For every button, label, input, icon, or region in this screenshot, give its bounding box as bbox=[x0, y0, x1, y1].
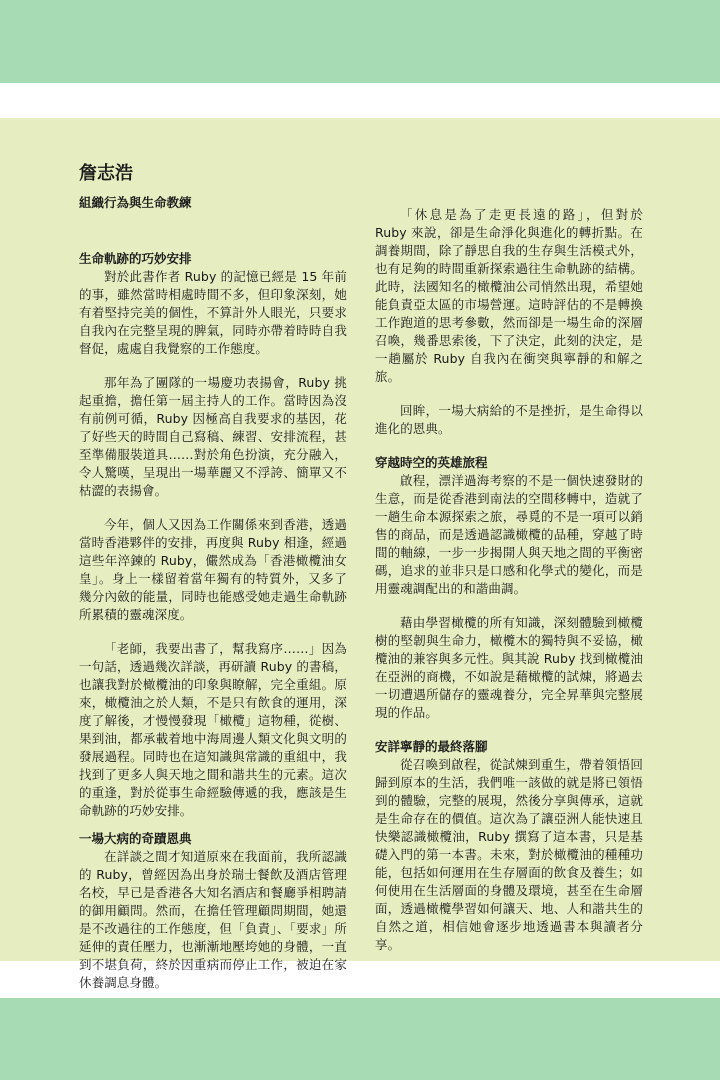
section-heading-3: 穿越時空的英雄旅程 bbox=[375, 455, 488, 470]
paragraph: 今年，個人又因為工作關係來到香港，透過當時香港夥伴的安排，再度與 Ruby 相逢，經過這些年淬鍊的 Ruby，儼然成為「香港橄欖油女皇」。身上一樣留着當年獨有的特質外，又多了幾分內斂的能量，同時也能感受她走過生命軌跡所累積的靈魂深度。 bbox=[79, 517, 347, 622]
author-title: 組織行為與生命教練 bbox=[79, 195, 192, 210]
section-heading-1: 生命軌跡的巧妙安排 bbox=[79, 251, 192, 266]
paragraph: 在詳談之間才知道原來在我面前，我所認識的 Ruby，曾經因為出身於瑞士餐飲及酒店管理名校，早已是香港各大知名酒店和餐廳爭相聘請的御用顧問。然而，在擔任管理顧問期間，她還是不改過往的工作態度，但「負責」、「要求」所延伸的責任壓力，也漸漸地壓垮她的身體，一直到不堪負荷，終於因重病而停止工作，被迫在家休養調息身體。 bbox=[79, 849, 347, 990]
paragraph: 對於此書作者 Ruby 的記憶已經是 15 年前的事，雖然當時相處時間不多，但印象深刻，她有着堅持完美的個性，不算計外人眼光，只要求自我內在完整呈現的脾氣，同時亦帶着時時自我督促，處處自我覺察的工作態度。 bbox=[79, 269, 347, 356]
bottom-color-band bbox=[0, 998, 720, 1080]
section-heading-2: 一場大病的奇蹟恩典 bbox=[79, 831, 192, 846]
paragraph: 藉由學習橄欖的所有知識，深刻體驗到橄欖樹的堅韌與生命力，橄欖木的獨特與不妥協，橄欖油的兼容與多元性。與其說 Ruby 找到橄欖油在亞洲的商機，不如說是藉橄欖的試煉，將過去一切遭遇所儲存的靈魂養分，完全昇華與完整展現的作品。 bbox=[375, 615, 643, 720]
top-color-band bbox=[0, 0, 720, 83]
left-column bbox=[79, 152, 347, 990]
right-column bbox=[375, 174, 643, 954]
paragraph: 「老師，我要出書了，幫我寫序……」因為一句話，透過幾次詳談，再研讀 Ruby 的書稿，也讓我對於橄欖油的印象與瞭解，完全重組。原來，橄欖油之於人類，不是只有飲食的運用，深度了解後，才慢慢發現「橄欖」這物種，從樹、果到油，都承載着地中海周邊人類文化與文明的發展過程。同時也在這知識與常識的重組中，我找到了更多人與天地之間和諧共生的元素。這次的重逢，對於從事生命經驗傳遞的我，應該是生命軌跡的巧妙安排。 bbox=[79, 641, 347, 818]
paragraph: 從召喚到啟程，從試煉到重生，帶着領悟回歸到原本的生活，我們唯一該做的就是將已領悟到的體驗，完整的展現，然後分享與傳承，這就是生命存在的價值。這次為了讓亞洲人能快速且快樂認識橄欖油，Ruby 撰寫了這本書，只是基礎入門的第一本書。未來，對於橄欖油的種種功能，包括如何運用在生存層面的飲食及養生；如何使用在生活層面的身體及環境，甚至在生命層面，透過橄欖學習如何讓天、地、人和諧共生的自然之道，相信她會逐步地透過書本與讀者分享。 bbox=[375, 757, 643, 952]
page-paper bbox=[0, 118, 720, 990]
paragraph: 那年為了團隊的一場慶功表揚會，Ruby 挑起重擔，擔任第一屆主持人的工作。當時因為沒有前例可循，Ruby 因極高自我要求的基因，花了好些天的時間自己寫稿、練習、安排流程，甚至準備服裝道具……對於角色扮演，充分融入，令人驚嘆，呈現出一場華麗又不浮誇、簡單又不枯澀的表揚會。 bbox=[79, 375, 347, 498]
author-name: 詹志浩 bbox=[79, 163, 133, 184]
paragraph: 回眸，一場大病給的不是挫折，是生命得以進化的恩典。 bbox=[375, 403, 643, 436]
section-heading-4: 安詳寧靜的最終落腳 bbox=[375, 739, 488, 754]
paragraph: 啟程，漂洋過海考察的不是一個快速發財的生意，而是從香港到南法的空間移轉中，造就了一趟生命本源探索之旅，尋覓的不是一項可以銷售的商品，而是透過認識橄欖的品種，穿越了時間的軸線，一步一步揭開人與天地之間的平衡密碼，追求的並非只是口感和化學式的變化，而是用靈魂調配出的和諧曲調。 bbox=[375, 473, 643, 596]
paragraph: 「休息是為了走更長遠的路」，但對於 Ruby 來說，卻是生命淨化與進化的轉折點。在調養期間，除了靜思自我的生存與生活模式外，也有足夠的時間重新探索過往生命軌跡的結構。此時，法國知名的橄欖油公司悄然出現，希望她能負責亞太區的市場營運。這時評估的不是轉換工作跑道的思考參數，然而卻是一場生命的深層召喚，幾番思索後，下了決定，此刻的決定，是一趟屬於 Ruby 自我內在衝突與寧靜的和解之旅。 bbox=[375, 207, 643, 384]
